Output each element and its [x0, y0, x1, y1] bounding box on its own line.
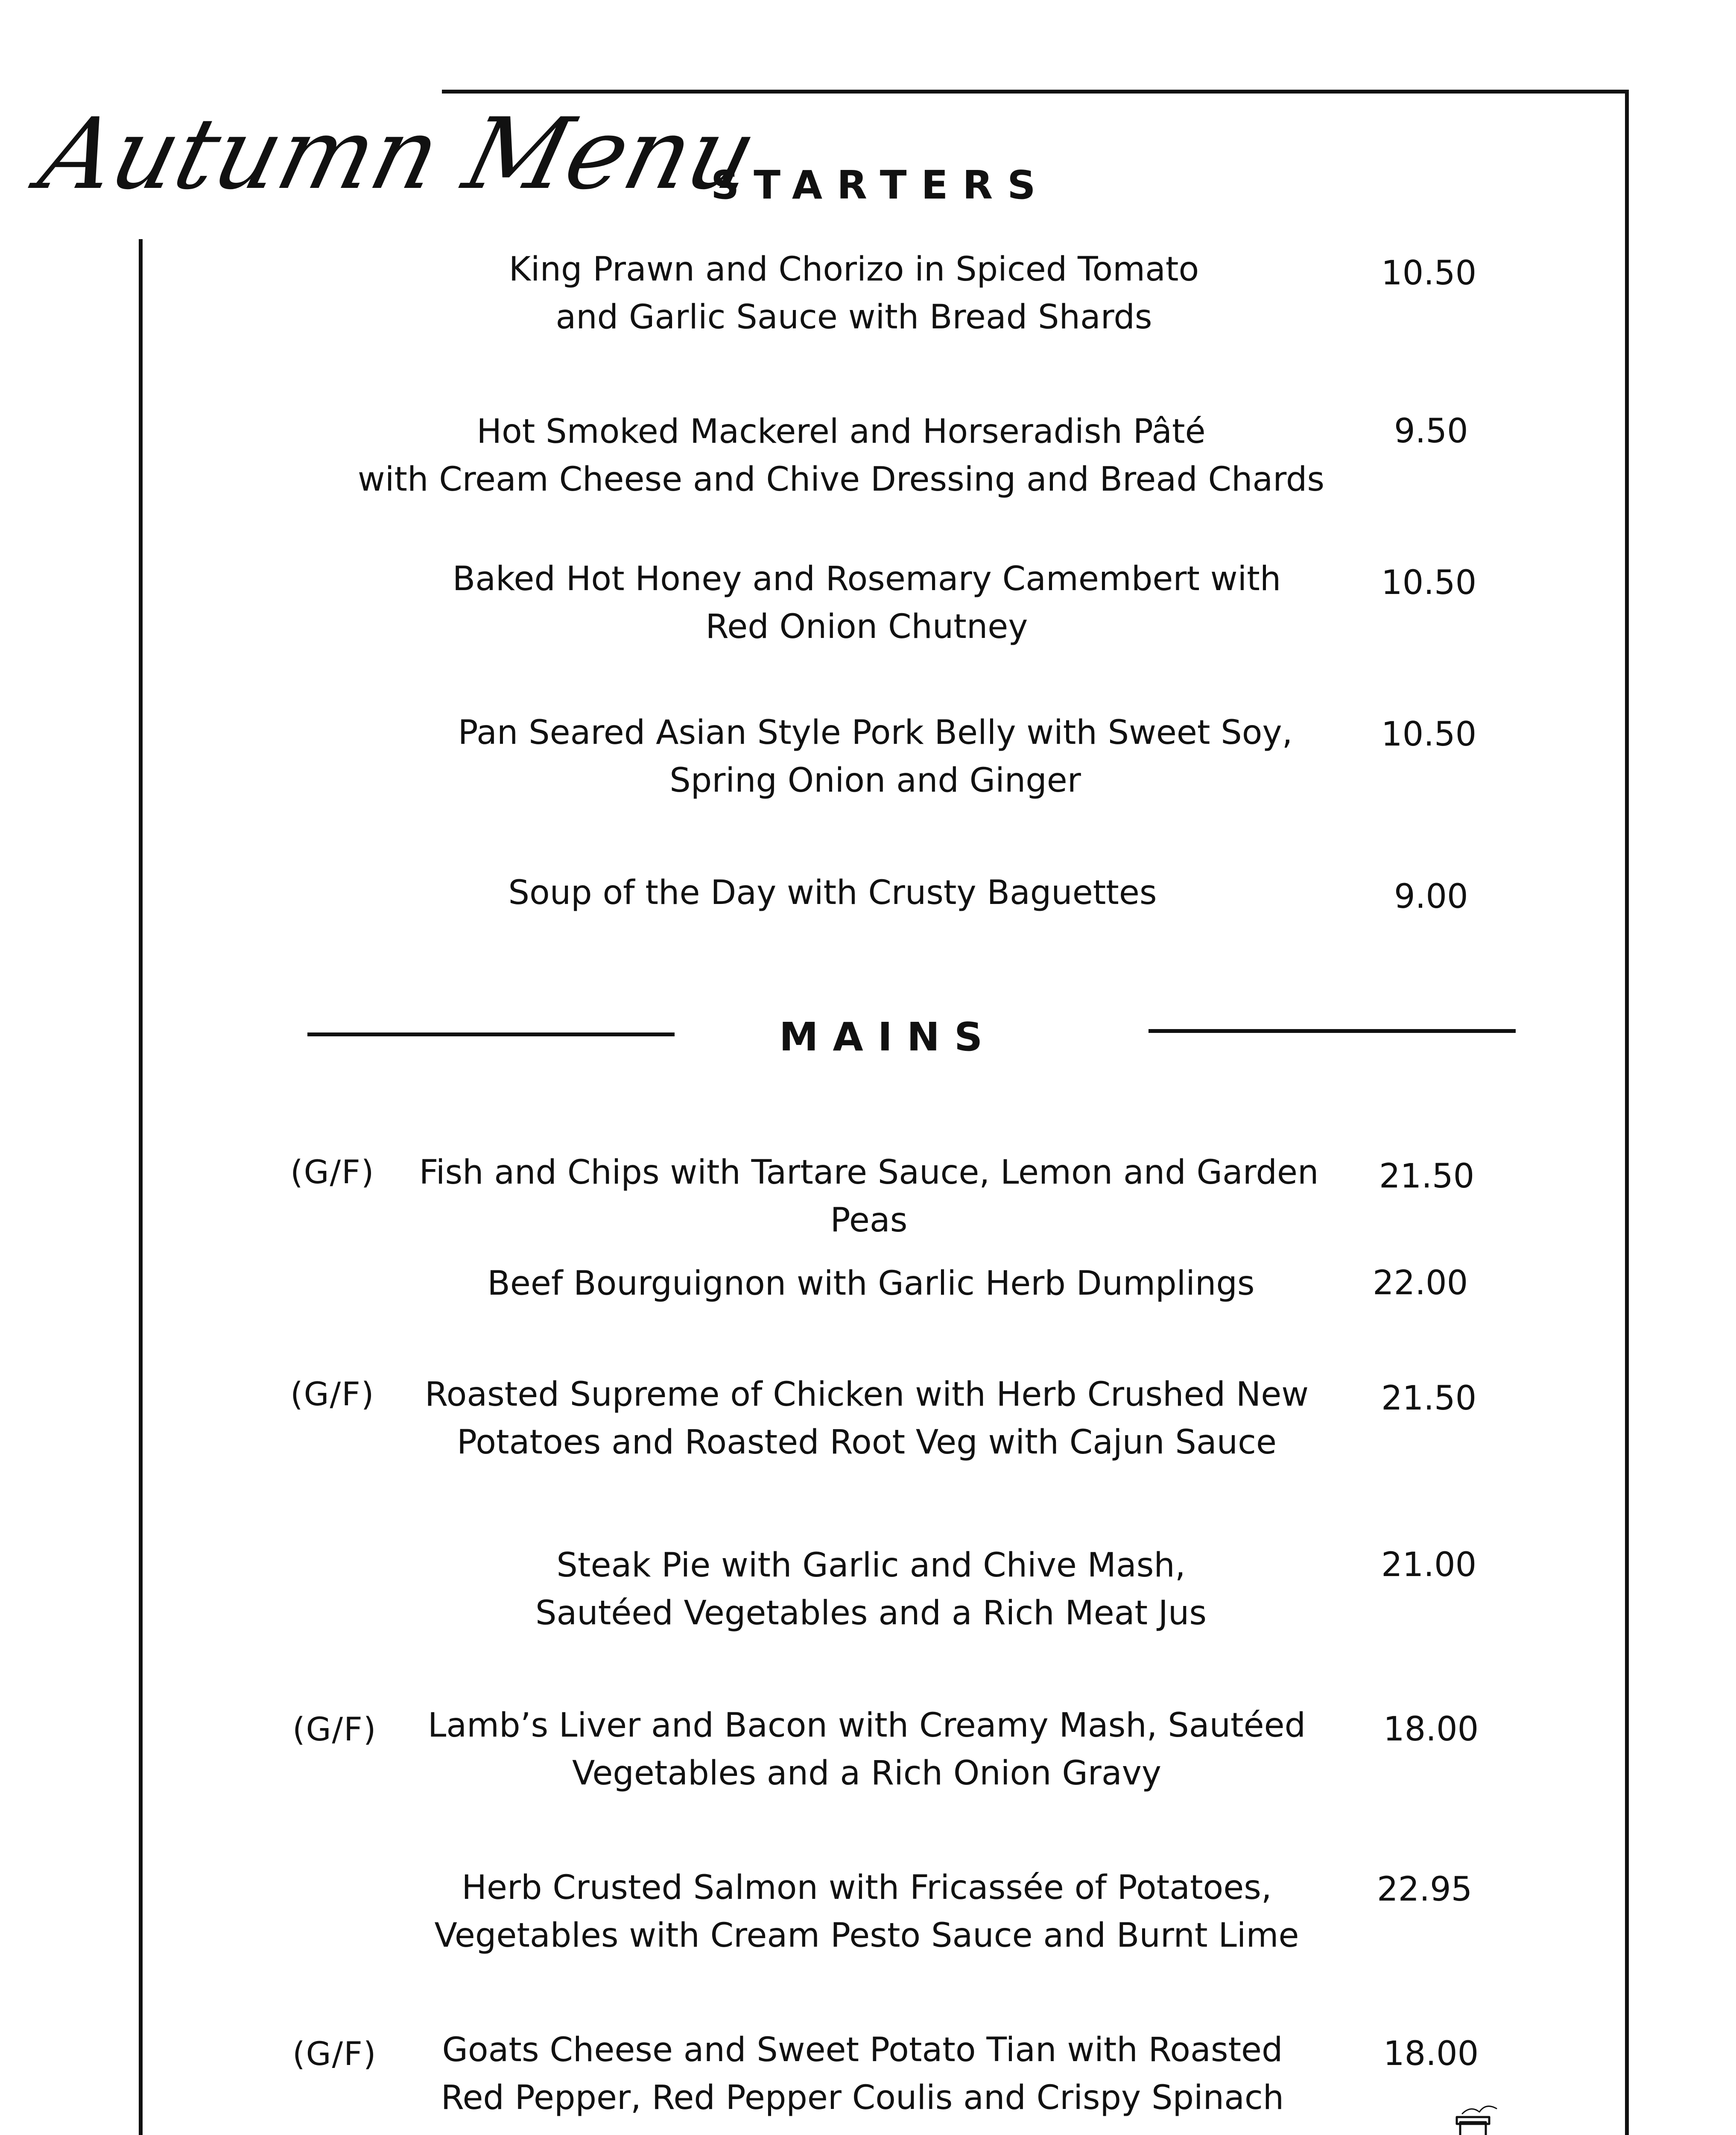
- item-line: Soup of the Day with Crusty Baguettes: [508, 874, 1157, 912]
- starter-item-1: [384, 246, 1324, 341]
- starter-price-1: 10.50: [1381, 254, 1477, 292]
- main-item-6: [397, 1864, 1336, 1960]
- item-line: Goats Cheese and Sweet Potato Tian with Roasted: [442, 2031, 1283, 2069]
- item-line: Spring Onion and Ginger: [669, 761, 1081, 800]
- main-item-2: [401, 1260, 1341, 1307]
- mains-rule-left: [307, 1032, 675, 1036]
- item-line: with Cream Cheese and Chive Dressing and Bread Chards: [357, 460, 1325, 499]
- gf-marker-1: (G/F): [290, 1153, 375, 1191]
- main-price-3: 21.50: [1381, 1379, 1477, 1418]
- item-line: Steak Pie with Garlic and Chive Mash,: [556, 1546, 1186, 1585]
- starter-price-3: 10.50: [1381, 564, 1477, 602]
- starter-item-2: [299, 408, 1383, 503]
- black-horse-logo: [1161, 2105, 1571, 2135]
- starter-item-4: [406, 709, 1345, 804]
- item-line: Fish and Chips with Tartare Sauce, Lemon and Garden: [419, 1153, 1319, 1192]
- item-line: Peas: [830, 1201, 908, 1240]
- starters-heading: STARTERS: [711, 162, 1050, 208]
- item-line: Red Pepper, Red Pepper Coulis and Crispy Spinach: [441, 2079, 1284, 2117]
- item-line: Vegetables and a Rich Onion Gravy: [572, 1754, 1161, 1793]
- item-line: Red Onion Chutney: [705, 608, 1028, 646]
- gf-marker-3: (G/F): [290, 1375, 375, 1413]
- item-line: Baked Hot Honey and Rosemary Camembert with: [452, 560, 1281, 598]
- item-line: Pan Seared Asian Style Pork Belly with Sweet Soy,: [458, 714, 1293, 752]
- main-price-1: 21.50: [1379, 1157, 1475, 1196]
- item-line: Sautéed Vegetables and a Rich Meat Jus: [535, 1594, 1207, 1632]
- starter-price-4: 10.50: [1381, 715, 1477, 754]
- starter-item-5: [363, 869, 1302, 917]
- frame-top-line: [442, 90, 1629, 94]
- item-line: Lamb’s Liver and Bacon with Creamy Mash, Sautéed: [427, 1706, 1306, 1745]
- item-line: Hot Smoked Mackerel and Horseradish Pâté: [476, 412, 1206, 451]
- item-line: and Garlic Sauce with Bread Shards: [555, 298, 1152, 336]
- item-line: Potatoes and Roasted Root Veg with Cajun Sauce: [457, 1423, 1277, 1462]
- item-line: Beef Bourguignon with Garlic Herb Dumplings: [487, 1264, 1255, 1303]
- main-item-5: [397, 1702, 1336, 1797]
- gf-marker-7: (G/F): [292, 2035, 377, 2073]
- main-price-7: 18.00: [1383, 2035, 1479, 2073]
- item-line: Herb Crusted Salmon with Fricassée of Potatoes,: [462, 1869, 1272, 1907]
- svg-text:Autumn Menu: Autumn Menu: [29, 97, 768, 212]
- starter-item-3: [397, 555, 1336, 651]
- gf-marker-5: (G/F): [292, 1710, 377, 1748]
- main-price-2: 22.00: [1373, 1264, 1468, 1302]
- autumn-menu-script-title: [29, 90, 768, 235]
- mains-heading: MAINS: [779, 1014, 997, 1060]
- mains-rule-right: [1149, 1029, 1516, 1033]
- item-line: Roasted Supreme of Chicken with Herb Crushed New: [424, 1375, 1309, 1414]
- main-item-4: [401, 1541, 1341, 1637]
- main-item-1: [384, 1149, 1353, 1244]
- frame-left-line: [139, 239, 143, 2135]
- starter-price-2: 9.50: [1394, 412, 1468, 450]
- starter-price-5: 9.00: [1394, 877, 1468, 916]
- main-price-5: 18.00: [1383, 1710, 1479, 1749]
- main-item-3: [397, 1371, 1336, 1466]
- main-price-6: 22.95: [1377, 1870, 1473, 1909]
- item-line: King Prawn and Chorizo in Spiced Tomato: [509, 250, 1199, 289]
- main-price-4: 21.00: [1381, 1546, 1477, 1584]
- frame-right-line: [1625, 90, 1629, 2135]
- item-line: Vegetables with Cream Pesto Sauce and Burnt Lime: [434, 1916, 1299, 1955]
